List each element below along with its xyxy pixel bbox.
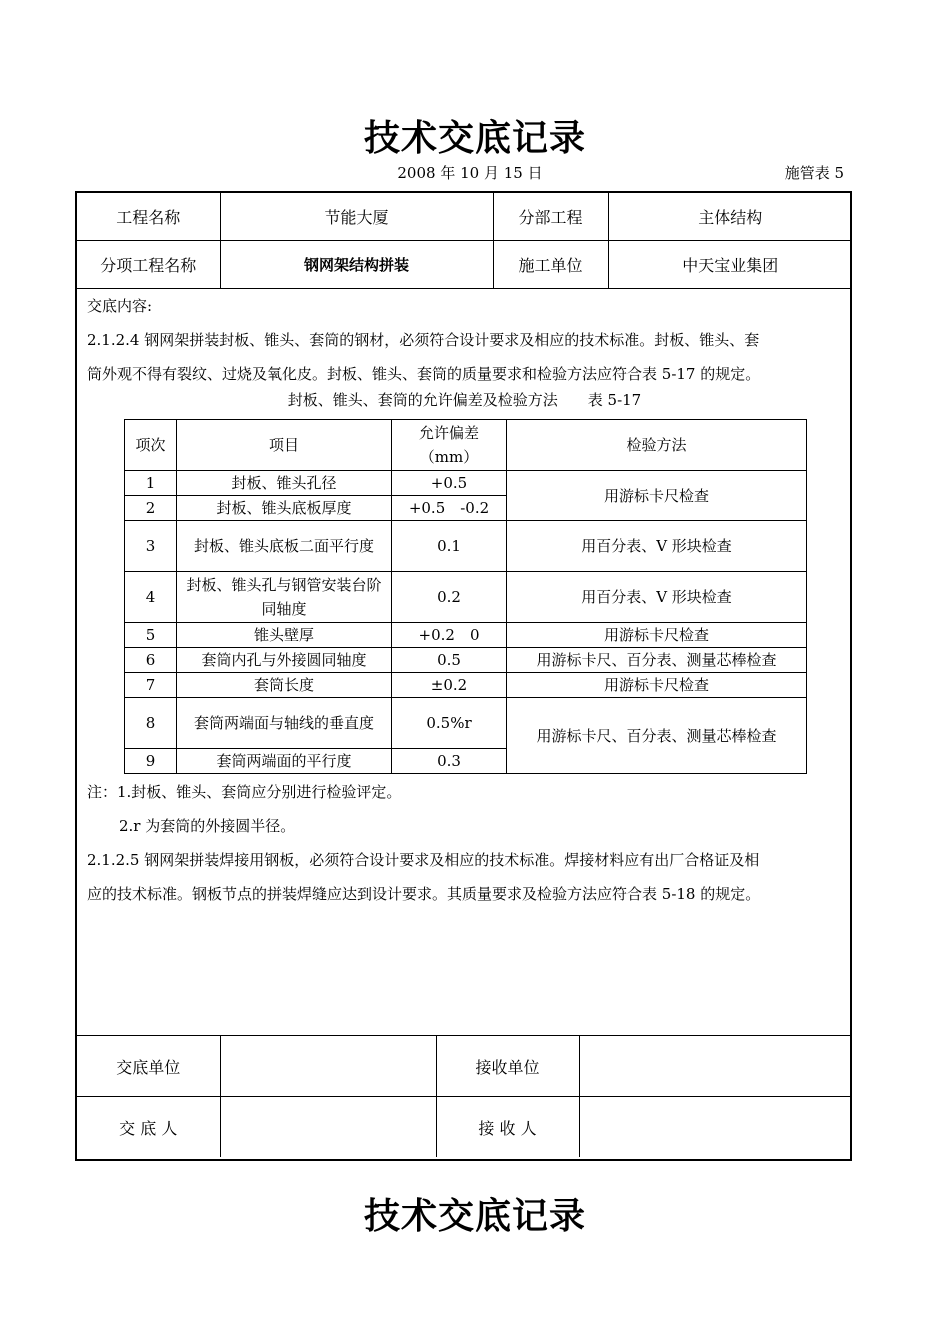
table-row [125,572,807,623]
row-item: 封板、锥头孔与钢管安装台阶同轴度 [177,572,392,623]
record-form [75,191,852,1161]
row-no: 4 [125,572,177,623]
row-method: 用百分表、V 形块检查 [507,521,807,572]
content-label: 交底内容: [87,297,153,315]
row-no: 9 [125,749,177,774]
row-no: 6 [125,648,177,673]
table-row [125,521,807,572]
tolerance-table [124,419,807,774]
tolerance-header-unit: （mm） [419,448,479,466]
row-method: 用游标卡尺检查 [507,673,807,698]
division-label: 分部工程 [493,193,608,241]
col-header-method: 检验方法 [507,420,807,471]
receiver-unit-field[interactable] [579,1036,852,1097]
paragraph-1-line-1: 2.1.2.4 钢网架拼装封板、锥头、套筒的钢材，必须符合设计要求及相应的技术标准。封板、锥头、套 [87,331,760,349]
project-name-value: 节能大厦 [220,193,493,241]
row-method: 用游标卡尺检查 [507,471,807,521]
row-tolerance: +0.2 0 [392,623,507,648]
table-row [125,623,807,648]
table-row [125,648,807,673]
row-item: 封板、锥头孔径 [177,471,392,496]
record-date: 2008 年 10 月 15 日 [397,164,543,182]
row-item: 套筒内孔与外接圆同轴度 [177,648,392,673]
receiver-field[interactable] [579,1097,852,1158]
row-method: 用百分表、V 形块检查 [507,572,807,623]
note-1: 注：1.封板、锥头、套筒应分别进行检验评定。 [87,783,402,801]
tolerance-header-text: 允许偏差 [418,424,479,442]
row-tolerance: +0.5 [392,471,507,496]
row-no: 7 [125,673,177,698]
row-item: 套筒两端面的平行度 [177,749,392,774]
row-method: 用游标卡尺、百分表、测量芯棒检查 [507,698,807,774]
row-no: 1 [125,471,177,496]
contractor-value: 中天宝业集团 [608,241,852,289]
paragraph-2-line-2: 应的技术标准。钢板节点的拼装焊缝应达到设计要求。其质量要求及检验方法应符合表 5-18 的规定。 [87,885,761,903]
paragraph-1-line-2: 筒外观不得有裂纹、过烧及氧化皮。封板、锥头、套筒的质量要求和检验方法应符合表 5-17 的规定。 [87,365,761,383]
col-header-item: 项目 [177,420,392,471]
row-item: 封板、锥头底板厚度 [177,496,392,521]
row-tolerance: 0.1 [392,521,507,572]
disclosure-content [87,289,847,391]
next-page-title: 技术交底记录 [363,1196,586,1237]
row-method: 用游标卡尺检查 [507,623,807,648]
project-name-label: 工程名称 [77,193,220,241]
row-item: 锥头壁厚 [177,623,392,648]
row-no: 2 [125,496,177,521]
receiver-unit-label: 接收单位 [436,1036,579,1097]
table-row [125,471,807,496]
contractor-label: 施工单位 [493,241,608,289]
row-item: 封板、锥头底板二面平行度 [177,521,392,572]
row-tolerance: 0.2 [392,572,507,623]
row-tolerance: ±0.2 [392,673,507,698]
col-header-no: 项次 [125,420,177,471]
table-caption: 封板、锥头、套筒的允许偏差及检验方法 表 5-17 [287,391,642,409]
division-value: 主体结构 [608,193,852,241]
row-no: 3 [125,521,177,572]
row-item: 套筒两端面与轴线的垂直度 [177,698,392,749]
form-number: 施管表 5 [784,164,844,182]
row-tolerance: +0.5 -0.2 [392,496,507,521]
subitem-label: 分项工程名称 [77,241,220,289]
signoff-table [77,1035,852,1157]
table-row [125,673,807,698]
page-title: 技术交底记录 [363,118,586,159]
row-no: 8 [125,698,177,749]
issuer-unit-label: 交底单位 [77,1036,220,1097]
row-item: 套筒长度 [177,673,392,698]
row-no: 5 [125,623,177,648]
subitem-value: 钢网架结构拼装 [220,241,493,289]
col-header-tolerance [392,420,507,471]
row-tolerance: 0.5%r [392,698,507,749]
note-2: 2.r 为套筒的外接圆半径。 [119,817,296,835]
notes-section [87,775,847,911]
row-tolerance: 0.5 [392,648,507,673]
issuer-label: 交 底 人 [77,1097,220,1158]
paragraph-2-line-1: 2.1.2.5 钢网架拼装焊接用钢板，必须符合设计要求及相应的技术标准。焊接材料应有出厂合格证及相 [87,851,760,869]
receiver-label: 接 收 人 [436,1097,579,1158]
issuer-field[interactable] [220,1097,436,1158]
table-row [125,698,807,749]
row-method: 用游标卡尺、百分表、测量芯棒检查 [507,648,807,673]
header-table [77,193,852,289]
issuer-unit-field[interactable] [220,1036,436,1097]
row-tolerance: 0.3 [392,749,507,774]
